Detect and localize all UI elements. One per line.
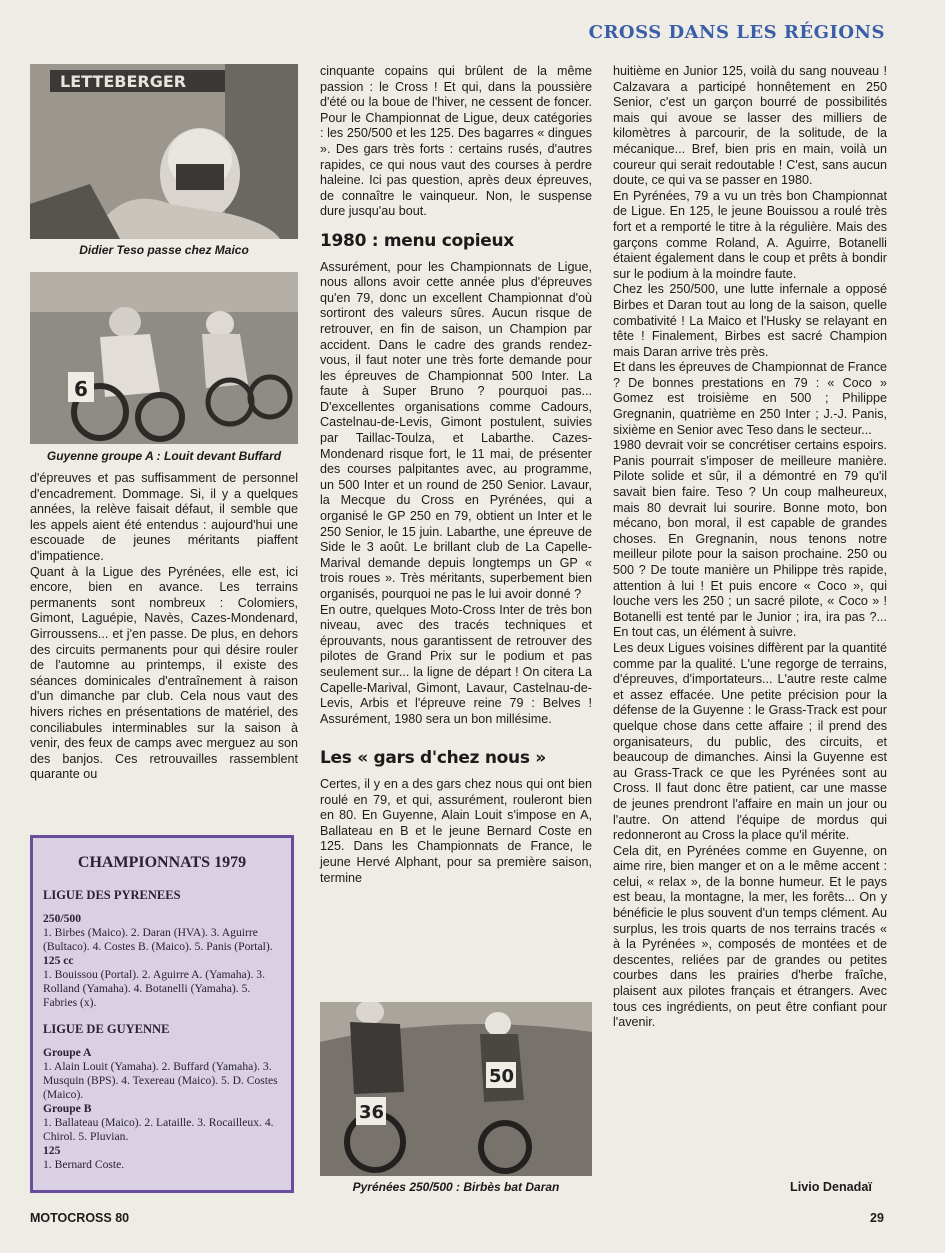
photo-caption: Pyrénées 250/500 : Birbès bat Daran	[352, 1180, 560, 1194]
author-signature: Livio Denadaï	[790, 1180, 872, 1194]
results-box	[30, 835, 294, 1193]
category-name: 125 cc	[43, 954, 74, 967]
category-name: 250/500	[43, 912, 82, 925]
paragraph: Cela dit, en Pyrénées comme en Guyenne, on aime rire, bien manger et on a le même accent : celui, « relax », de la bonne humeur. Et le pays est beau, la montagne, la mer, les forêts... On y bénéficie le plus souvent d'un temps clément. Au surplus, les trois quarts de nos terrains tracés « à la Pyrénées », composés de montées et de descentes, reliées par de grandes ou petites courbes dans les prairies d'herbe fraîche, plaisent aux pilotes français et étrangers. Avec tous ces ingrédients, on peut être confiant pour l'avenir.	[613, 843, 887, 1030]
paragraph: cinquante copains qui brûlent de la même passion : le Cross ! Et qui, dans la poussière d'été ou la boue de l'hiver, ne cessent de foncer. Pour le Championnat de Ligue, deux catégories : les 250/500 et les 125. Des bagarres « dingues ». Des gars très forts : certains rusés, d'autres rapides, ce qui nous vaut des courses à perdre haleine. Ici pas question, après deux épreuves, de connaître le vainqueur. Non, le suspense dure jusqu'au bout.	[320, 64, 592, 219]
subheading: 1980 : menu copieux	[320, 230, 514, 251]
article-column-2	[320, 64, 592, 886]
section-title: CROSS DANS LES RÉGIONS	[588, 22, 885, 43]
bike-number: 36	[359, 1102, 385, 1123]
photo-pyrenees	[320, 1002, 592, 1176]
photo-teso	[30, 64, 298, 239]
bike-number: 6	[74, 377, 88, 401]
paragraph: Quant à la Ligue des Pyrénées, elle est, ici encore, bien en avance. Les terrains permanents sont nombreux : Colomiers, Gimont, Laguépie, Navès, Cazes-Mondenard, Girroussens... et j'en passe. De plus, en dehors des circuits permanents pour qui désire rouler de l'automne au printemps, il existe des séances dominicales d'entraînement à raison d'un dimanche par club. Cela nous vaut des hivers riches en présentations de matériel, des conciliabules interminables sur la saison à venir, des feux de camps avec merguez au son des banjos. Ces retrouvailles rassemblent quarante ou	[30, 564, 298, 782]
category-results: 1. Bernard Coste.	[43, 1158, 125, 1171]
photo-caption: Guyenne groupe A : Louit devant Buffard	[46, 449, 282, 463]
category-results: 1. Alain Louit (Yamaha). 2. Buffard (Yamaha). 3. Musquin (BPS). 4. Texereau (Maico). 5. D. Costes (Maico).	[43, 1060, 278, 1101]
category-name: Groupe A	[43, 1046, 92, 1059]
article-column-3	[613, 64, 887, 1031]
magazine-name: MOTOCROSS 80	[30, 1211, 130, 1225]
category-results: 1. Bouissou (Portal). 2. Aguirre A. (Yamaha). 3. Rolland (Yamaha). 4. Botanelli (Yamaha). 5. Fabries (x).	[43, 968, 265, 1009]
paragraph: Et dans les épreuves de Championnat de France ? De bonnes prestations en 79 : « Coco » Gomez est troisième en 500 ; Philippe Gregnanin, quatrième en 250 Inter ; J.-J. Panis, sixième en Senior avec Teso dans le secteur...	[613, 360, 887, 437]
category-name: 125	[43, 1144, 61, 1157]
photo-caption: Didier Teso passe chez Maico	[79, 243, 249, 257]
paragraph: Chez les 250/500, une lutte infernale a opposé Birbes et Daran tout au long de la saison, quelle combativité ! La Maico et l'Husky se relayant en tête ! Finalement, Birbes est sacré Champion mais Daran arrive très près.	[613, 282, 887, 359]
box-title: CHAMPIONNATS 1979	[77, 854, 247, 871]
paragraph: d'épreuves et pas suffisamment de personnel d'encadrement. Dommage. Si, il y a quelques années, la relève faisait défaut, il semble que les appels aient été entendus : aujourd'hui une escouade de jeunes méritants piaffent d'impatience.	[30, 471, 298, 563]
paragraph: Les deux Ligues voisines diffèrent par la quantité comme par la qualité. L'une regorge de terrains, d'épreuves, d'importateurs... L'autre reste calme et assez effacée. Une petite précision pour la défense de la Guyenne : le Grass-Track est pour quelque chose dans cette affaire ; il prend des organisateurs, du public, des circuits, et beaucoup de dimanches. Ainsi la Guyenne est au Grass-Track ce que les Pyrénées sont au Cross. Il faut donc être patient, car une masse de jeunes prendront l'affaire en main un jour ou l'autre. On attend l'équipe de mordus qui redonneront au Cross la place qu'il mérite.	[613, 640, 887, 843]
category-name: Groupe B	[43, 1102, 92, 1115]
paragraph: 1980 devrait voir se concrétiser certains espoirs. Panis pourrait s'imposer de meilleure manière. Pilote solide et sûr, il a démontré en 79 qu'il savait bien faire. Teso ? Un coup malheureux, mais 80 devrait lui sourire. Bonne moto, bon mécano, bon moral, il est capable de grandes choses. En Gregnanin, nous tenons notre meilleur pilote pour la saison prochaine. 250 ou 500 ? De toute manière un Philippe très rapide, attention à lui ! Et puis encore « Coco », qui louche vers les 250 ; un sacré pilote, « Coco » ! Botanelli est tenté par le Junior ; ira, ira pas ?... En tout cas, un élément à suivre.	[613, 438, 887, 640]
photo-banner-text: LETTEBERGER	[60, 72, 187, 91]
category-results: 1. Ballateau (Maico). 2. Lataille. 3. Rocailleux. 4. Chirol. 5. Pluvian.	[43, 1116, 274, 1143]
article-column-1	[30, 471, 298, 783]
subheading: Les « gars d'chez nous »	[320, 748, 546, 769]
league-name: LIGUE DE GUYENNE	[43, 1022, 170, 1036]
paragraph: En Pyrénées, 79 a vu un très bon Championnat de Ligue. En 125, le jeune Bouissou a roulé très fort et a remporté le titre à la régulière. Mais des garçons comme Roland, A. Aguirre, Botanelli étaient également dans le coup et prêts à bondir sur le podium à la moindre faute.	[613, 188, 887, 281]
page-number: 29	[870, 1211, 884, 1225]
paragraph: Assurément, pour les Championnats de Ligue, nous allons avoir cette année plus d'épreuves qu'en 79, donc un excellent Championnat d'où sortiront des valeurs sûres. Aucun risque de retrouver, en fin de saison, un Champion par accident. Dans le cadre des grands rendez-vous, il faut noter une très forte demande pour les épreuves de Championnat 500 Inter. La faute à Super Bruno ? pourquoi pas... D'excellentes organisations comme Cadours, Castelnau-de-Levis, Gimont postulent, suivies par Taillac-Toulza, et Labarthe. Cazes-Mondenard risque fort, le 11 mai, de présenter des courses palpitantes avec, au programme, un 500 Inter et un round de 250 Senior. Lavaur, la Mecque du Cross en Pyrénées, qui a organisé le GP 250 en 79, obtient un Inter et le 250 Senior, le 15 juin. Labarthe, une épreuve de Side le 3 août. Le brillant club de La Capelle-Marival demande depuis longtemps un GP « trois roues ». Très méritants, superbement bien organisés, pourquoi ne pas le lui avoir donné ?	[320, 259, 592, 601]
paragraph: En outre, quelques Moto-Cross Inter de très bon niveau, avec des tracés techniques et éprouvants, nous garantissent de retrouver des pilotes de Grand Prix sur le podium et pas seulement sur... la ligne de départ ! On citera La Capelle-Marival, Gimont, Lavaur, Castelnau-de-Levis, Arbis et l'épreuve reine 79 : Belves ! Assurément, 1980 sera un bon millésime.	[320, 602, 592, 726]
photo-guyenne	[30, 272, 298, 444]
bike-number: 50	[489, 1066, 515, 1087]
category-results: 1. Birbes (Maico). 2. Daran (HVA). 3. Aguirre (Bultaco). 4. Costes B. (Maico). 5. Panis (Portal).	[43, 926, 273, 953]
league-name: LIGUE DES PYRENEES	[43, 888, 181, 902]
paragraph: Certes, il y en a des gars chez nous qui ont bien roulé en 79, et qui, assurément, rouleront bien en 80. En Guyenne, Alain Louit s'impose en A, Ballateau en B et le jeune Bernard Coste en 125. Dans les Championnats de France, le jeune Hervé Alphant, pour sa première saison, termine	[320, 776, 592, 885]
paragraph: huitième en Junior 125, voilà du sang nouveau ! Calzavara a participé honnêtement en 250 Senior, c'est un garçon bourré de possibilités mais qui avoue se lasser des milliers de kilomètres à parcourir, de la solitude, de la mécanique... Bref, bien pris en main, voilà un coureur qui serait redoutable ! C'est, sans aucun doute, ce qui va se passer en 1980.	[613, 64, 887, 188]
